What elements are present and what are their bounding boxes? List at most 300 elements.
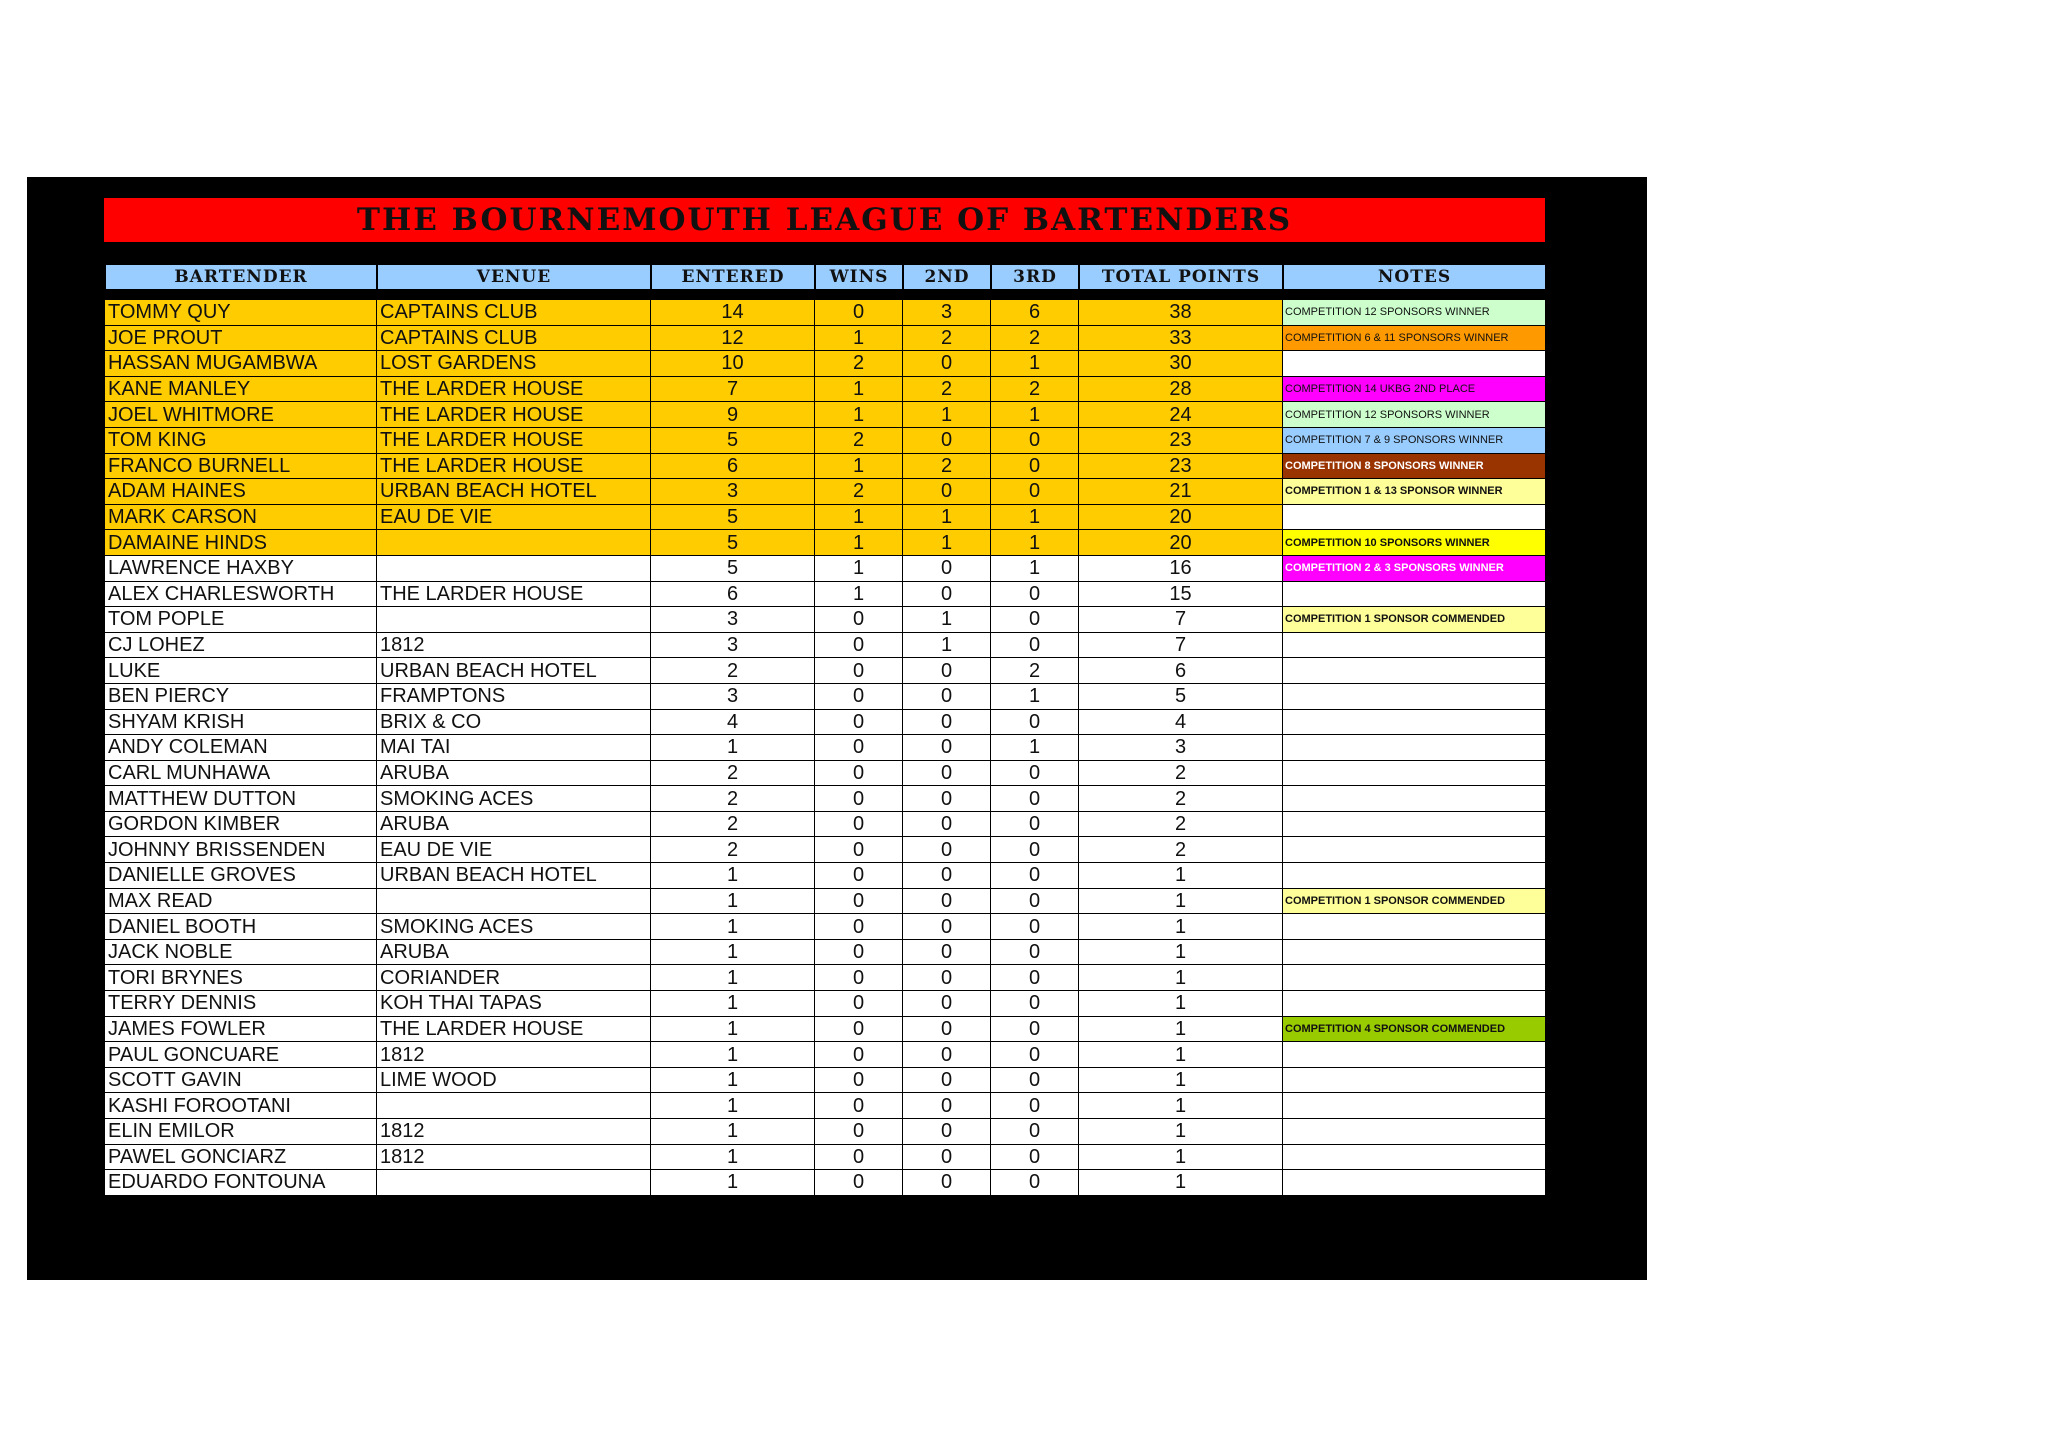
bartender-cell: PAUL GONCUARE [105, 1042, 377, 1068]
venue-cell [377, 1093, 651, 1119]
wins-cell: 0 [815, 735, 903, 761]
venue-cell: LOST GARDENS [377, 351, 651, 377]
wins-cell: 0 [815, 658, 903, 684]
table-row [105, 1067, 1546, 1093]
second-cell: 0 [903, 837, 991, 863]
bartender-cell: GORDON KIMBER [105, 811, 377, 837]
venue-cell: MAI TAI [377, 735, 651, 761]
wins-cell: 0 [815, 1144, 903, 1170]
wins-cell: 0 [815, 1067, 903, 1093]
entered-cell: 6 [651, 453, 815, 479]
bartender-cell: CARL MUNHAWA [105, 760, 377, 786]
third-cell: 0 [991, 965, 1079, 991]
wins-cell: 1 [815, 555, 903, 581]
table-row [105, 607, 1546, 633]
third-cell: 1 [991, 504, 1079, 530]
total-points-cell: 1 [1079, 1119, 1283, 1145]
col-header-entered[interactable]: ENTERED [651, 264, 815, 290]
total-points-cell: 16 [1079, 555, 1283, 581]
second-cell: 0 [903, 427, 991, 453]
entered-cell: 3 [651, 607, 815, 633]
notes-cell [1283, 1042, 1546, 1068]
third-cell: 0 [991, 1144, 1079, 1170]
wins-cell: 0 [815, 939, 903, 965]
wins-cell: 0 [815, 1016, 903, 1042]
venue-cell: EAU DE VIE [377, 504, 651, 530]
entered-cell: 5 [651, 530, 815, 556]
total-points-cell: 1 [1079, 1016, 1283, 1042]
second-cell: 0 [903, 1144, 991, 1170]
entered-cell: 1 [651, 1093, 815, 1119]
total-points-cell: 6 [1079, 658, 1283, 684]
table-row [105, 504, 1546, 530]
venue-cell [377, 1170, 651, 1196]
venue-cell: CAPTAINS CLUB [377, 325, 651, 351]
notes-cell [1283, 863, 1546, 889]
second-cell: 0 [903, 991, 991, 1017]
second-cell: 0 [903, 1119, 991, 1145]
table-row [105, 735, 1546, 761]
bartender-cell: MATTHEW DUTTON [105, 786, 377, 812]
entered-cell: 3 [651, 683, 815, 709]
venue-cell: 1812 [377, 632, 651, 658]
notes-cell [1283, 351, 1546, 377]
table-row [105, 1144, 1546, 1170]
wins-cell: 0 [815, 863, 903, 889]
bartender-cell: MAX READ [105, 888, 377, 914]
total-points-cell: 1 [1079, 914, 1283, 940]
third-cell: 2 [991, 658, 1079, 684]
total-points-cell: 33 [1079, 325, 1283, 351]
venue-cell [377, 530, 651, 556]
third-cell: 0 [991, 453, 1079, 479]
table-row [105, 709, 1546, 735]
bartender-cell: MARK CARSON [105, 504, 377, 530]
entered-cell: 1 [651, 888, 815, 914]
table-row [105, 1042, 1546, 1068]
wins-cell: 0 [815, 300, 903, 326]
table-row [105, 555, 1546, 581]
second-cell: 0 [903, 1042, 991, 1068]
wins-cell: 0 [815, 1170, 903, 1196]
wins-cell: 1 [815, 376, 903, 402]
notes-cell [1283, 991, 1546, 1017]
total-points-cell: 23 [1079, 453, 1283, 479]
notes-cell [1283, 658, 1546, 684]
entered-cell: 1 [651, 1067, 815, 1093]
bartender-cell: EDUARDO FONTOUNA [105, 1170, 377, 1196]
total-points-cell: 28 [1079, 376, 1283, 402]
venue-cell: THE LARDER HOUSE [377, 376, 651, 402]
third-cell: 0 [991, 760, 1079, 786]
bartender-cell: LAWRENCE HAXBY [105, 555, 377, 581]
second-cell: 0 [903, 581, 991, 607]
second-cell: 0 [903, 555, 991, 581]
total-points-cell: 5 [1079, 683, 1283, 709]
venue-cell: URBAN BEACH HOTEL [377, 658, 651, 684]
second-cell: 0 [903, 786, 991, 812]
wins-cell: 0 [815, 837, 903, 863]
bartender-cell: TERRY DENNIS [105, 991, 377, 1017]
venue-cell [377, 888, 651, 914]
second-cell: 2 [903, 325, 991, 351]
total-points-cell: 1 [1079, 1042, 1283, 1068]
wins-cell: 1 [815, 581, 903, 607]
total-points-cell: 1 [1079, 939, 1283, 965]
third-cell: 0 [991, 709, 1079, 735]
second-cell: 2 [903, 453, 991, 479]
table-row [105, 376, 1546, 402]
table-row [105, 300, 1546, 326]
venue-cell: THE LARDER HOUSE [377, 402, 651, 428]
third-cell: 0 [991, 1067, 1079, 1093]
total-points-cell: 30 [1079, 351, 1283, 377]
second-cell: 1 [903, 504, 991, 530]
venue-cell: EAU DE VIE [377, 837, 651, 863]
second-cell: 3 [903, 300, 991, 326]
total-points-cell: 1 [1079, 1170, 1283, 1196]
wins-cell: 0 [815, 760, 903, 786]
total-points-cell: 1 [1079, 888, 1283, 914]
total-points-cell: 20 [1079, 530, 1283, 556]
entered-cell: 5 [651, 427, 815, 453]
wins-cell: 0 [815, 683, 903, 709]
entered-cell: 1 [651, 914, 815, 940]
table-row [105, 351, 1546, 377]
entered-cell: 1 [651, 1170, 815, 1196]
table-header [104, 263, 1547, 291]
third-cell: 1 [991, 683, 1079, 709]
total-points-cell: 4 [1079, 709, 1283, 735]
table-row [105, 325, 1546, 351]
table-row [105, 965, 1546, 991]
bartender-cell: DANIELLE GROVES [105, 863, 377, 889]
col-header-bartender[interactable]: BARTENDER [105, 264, 377, 290]
wins-cell: 1 [815, 530, 903, 556]
third-cell: 0 [991, 1042, 1079, 1068]
second-cell: 0 [903, 1170, 991, 1196]
notes-cell [1283, 939, 1546, 965]
wins-cell: 0 [815, 607, 903, 633]
bartender-cell: TORI BRYNES [105, 965, 377, 991]
total-points-cell: 38 [1079, 300, 1283, 326]
third-cell: 0 [991, 607, 1079, 633]
col-header-total-points[interactable]: TOTAL POINTS [1079, 264, 1283, 290]
bartender-cell: SHYAM KRISH [105, 709, 377, 735]
second-cell: 0 [903, 760, 991, 786]
second-cell: 0 [903, 888, 991, 914]
entered-cell: 10 [651, 351, 815, 377]
col-header-2nd[interactable]: 2ND [903, 264, 991, 290]
table-row [105, 1119, 1546, 1145]
venue-cell: THE LARDER HOUSE [377, 581, 651, 607]
third-cell: 0 [991, 991, 1079, 1017]
total-points-cell: 7 [1079, 632, 1283, 658]
entered-cell: 1 [651, 1144, 815, 1170]
notes-cell [1283, 837, 1546, 863]
table-row [105, 427, 1546, 453]
total-points-cell: 1 [1079, 1093, 1283, 1119]
entered-cell: 4 [651, 709, 815, 735]
third-cell: 1 [991, 530, 1079, 556]
bartender-cell: ANDY COLEMAN [105, 735, 377, 761]
wins-cell: 0 [815, 1042, 903, 1068]
second-cell: 0 [903, 1016, 991, 1042]
wins-cell: 1 [815, 504, 903, 530]
bartender-cell: TOM KING [105, 427, 377, 453]
wins-cell: 0 [815, 888, 903, 914]
notes-cell [1283, 1119, 1546, 1145]
venue-cell: ARUBA [377, 939, 651, 965]
table-row [105, 991, 1546, 1017]
third-cell: 1 [991, 555, 1079, 581]
notes-cell [1283, 811, 1546, 837]
entered-cell: 9 [651, 402, 815, 428]
second-cell: 0 [903, 939, 991, 965]
venue-cell: THE LARDER HOUSE [377, 1016, 651, 1042]
table-row [105, 530, 1546, 556]
bartender-cell: JAMES FOWLER [105, 1016, 377, 1042]
table-row [105, 479, 1546, 505]
third-cell: 0 [991, 1119, 1079, 1145]
venue-cell: LIME WOOD [377, 1067, 651, 1093]
entered-cell: 1 [651, 965, 815, 991]
entered-cell: 6 [651, 581, 815, 607]
entered-cell: 3 [651, 632, 815, 658]
wins-cell: 1 [815, 325, 903, 351]
bartender-cell: TOMMY QUY [105, 300, 377, 326]
bartender-cell: TOM POPLE [105, 607, 377, 633]
notes-cell [1283, 1144, 1546, 1170]
col-header-3rd[interactable]: 3RD [991, 264, 1079, 290]
bartender-cell: FRANCO BURNELL [105, 453, 377, 479]
total-points-cell: 2 [1079, 786, 1283, 812]
table-row [105, 837, 1546, 863]
entered-cell: 2 [651, 837, 815, 863]
wins-cell: 2 [815, 479, 903, 505]
third-cell: 1 [991, 735, 1079, 761]
third-cell: 2 [991, 325, 1079, 351]
notes-cell [1283, 709, 1546, 735]
wins-cell: 0 [815, 965, 903, 991]
bartender-cell: ELIN EMILOR [105, 1119, 377, 1145]
wins-cell: 0 [815, 1119, 903, 1145]
notes-cell: COMPETITION 8 SPONSORS WINNER [1283, 453, 1546, 479]
notes-cell: COMPETITION 7 & 9 SPONSORS WINNER [1283, 427, 1546, 453]
second-cell: 0 [903, 735, 991, 761]
total-points-cell: 2 [1079, 811, 1283, 837]
venue-cell: THE LARDER HOUSE [377, 427, 651, 453]
total-points-cell: 2 [1079, 760, 1283, 786]
total-points-cell: 3 [1079, 735, 1283, 761]
table-row [105, 581, 1546, 607]
third-cell: 0 [991, 837, 1079, 863]
notes-cell: COMPETITION 12 SPONSORS WINNER [1283, 300, 1546, 326]
entered-cell: 14 [651, 300, 815, 326]
second-cell: 0 [903, 914, 991, 940]
entered-cell: 2 [651, 786, 815, 812]
bartender-cell: CJ LOHEZ [105, 632, 377, 658]
third-cell: 0 [991, 581, 1079, 607]
total-points-cell: 1 [1079, 1144, 1283, 1170]
wins-cell: 0 [815, 914, 903, 940]
wins-cell: 2 [815, 351, 903, 377]
notes-cell [1283, 786, 1546, 812]
col-header-wins[interactable]: WINS [815, 264, 903, 290]
wins-cell: 2 [815, 427, 903, 453]
table-row [105, 1016, 1546, 1042]
wins-cell: 0 [815, 811, 903, 837]
table-row [105, 888, 1546, 914]
third-cell: 0 [991, 427, 1079, 453]
third-cell: 0 [991, 632, 1079, 658]
third-cell: 0 [991, 479, 1079, 505]
bartender-cell: JOEL WHITMORE [105, 402, 377, 428]
third-cell: 0 [991, 811, 1079, 837]
second-cell: 0 [903, 811, 991, 837]
table-row [105, 632, 1546, 658]
venue-cell: ARUBA [377, 760, 651, 786]
entered-cell: 1 [651, 1119, 815, 1145]
col-header-venue[interactable]: VENUE [377, 264, 651, 290]
wins-cell: 0 [815, 991, 903, 1017]
entered-cell: 1 [651, 991, 815, 1017]
total-points-cell: 1 [1079, 1067, 1283, 1093]
notes-cell [1283, 965, 1546, 991]
third-cell: 0 [991, 1170, 1079, 1196]
table-row [105, 402, 1546, 428]
second-cell: 1 [903, 530, 991, 556]
venue-cell: SMOKING ACES [377, 786, 651, 812]
venue-cell: THE LARDER HOUSE [377, 453, 651, 479]
notes-cell: COMPETITION 14 UKBG 2ND PLACE [1283, 376, 1546, 402]
entered-cell: 1 [651, 1016, 815, 1042]
second-cell: 2 [903, 376, 991, 402]
total-points-cell: 1 [1079, 991, 1283, 1017]
notes-cell: COMPETITION 1 SPONSOR COMMENDED [1283, 888, 1546, 914]
third-cell: 0 [991, 1016, 1079, 1042]
total-points-cell: 1 [1079, 863, 1283, 889]
venue-cell: 1812 [377, 1144, 651, 1170]
notes-cell [1283, 760, 1546, 786]
league-table [104, 299, 1546, 1196]
third-cell: 1 [991, 402, 1079, 428]
wins-cell: 0 [815, 709, 903, 735]
entered-cell: 2 [651, 760, 815, 786]
second-cell: 1 [903, 632, 991, 658]
total-points-cell: 24 [1079, 402, 1283, 428]
third-cell: 2 [991, 376, 1079, 402]
table-row [105, 914, 1546, 940]
entered-cell: 1 [651, 863, 815, 889]
venue-cell: ARUBA [377, 811, 651, 837]
venue-cell: 1812 [377, 1042, 651, 1068]
venue-cell: URBAN BEACH HOTEL [377, 863, 651, 889]
venue-cell: FRAMPTONS [377, 683, 651, 709]
third-cell: 0 [991, 786, 1079, 812]
third-cell: 0 [991, 914, 1079, 940]
notes-cell: COMPETITION 2 & 3 SPONSORS WINNER [1283, 555, 1546, 581]
second-cell: 0 [903, 683, 991, 709]
bartender-cell: JOHNNY BRISSENDEN [105, 837, 377, 863]
third-cell: 0 [991, 863, 1079, 889]
wins-cell: 0 [815, 1093, 903, 1119]
bartender-cell: PAWEL GONCIARZ [105, 1144, 377, 1170]
notes-cell: COMPETITION 4 SPONSOR COMMENDED [1283, 1016, 1546, 1042]
second-cell: 1 [903, 402, 991, 428]
third-cell: 6 [991, 300, 1079, 326]
notes-cell: COMPETITION 1 SPONSOR COMMENDED [1283, 607, 1546, 633]
bartender-cell: BEN PIERCY [105, 683, 377, 709]
table-row [105, 453, 1546, 479]
venue-cell [377, 607, 651, 633]
total-points-cell: 2 [1079, 837, 1283, 863]
third-cell: 1 [991, 351, 1079, 377]
notes-cell [1283, 581, 1546, 607]
entered-cell: 2 [651, 811, 815, 837]
notes-cell [1283, 1067, 1546, 1093]
bartender-cell: JOE PROUT [105, 325, 377, 351]
entered-cell: 1 [651, 939, 815, 965]
bartender-cell: KANE MANLEY [105, 376, 377, 402]
notes-cell [1283, 683, 1546, 709]
entered-cell: 1 [651, 1042, 815, 1068]
bartender-cell: KASHI FOROOTANI [105, 1093, 377, 1119]
entered-cell: 7 [651, 376, 815, 402]
second-cell: 0 [903, 709, 991, 735]
venue-cell: SMOKING ACES [377, 914, 651, 940]
third-cell: 0 [991, 939, 1079, 965]
third-cell: 0 [991, 1093, 1079, 1119]
bartender-cell: JACK NOBLE [105, 939, 377, 965]
bartender-cell: DANIEL BOOTH [105, 914, 377, 940]
second-cell: 0 [903, 658, 991, 684]
entered-cell: 12 [651, 325, 815, 351]
second-cell: 0 [903, 1067, 991, 1093]
entered-cell: 2 [651, 658, 815, 684]
bartender-cell: DAMAINE HINDS [105, 530, 377, 556]
bartender-cell: ALEX CHARLESWORTH [105, 581, 377, 607]
notes-cell [1283, 504, 1546, 530]
second-cell: 0 [903, 1093, 991, 1119]
notes-cell [1283, 735, 1546, 761]
table-row [105, 1093, 1546, 1119]
wins-cell: 1 [815, 402, 903, 428]
league-title: THE BOURNEMOUTH LEAGUE OF BARTENDERS [104, 198, 1545, 242]
second-cell: 0 [903, 863, 991, 889]
notes-cell [1283, 632, 1546, 658]
venue-cell: BRIX & CO [377, 709, 651, 735]
total-points-cell: 7 [1079, 607, 1283, 633]
second-cell: 0 [903, 479, 991, 505]
notes-cell [1283, 1170, 1546, 1196]
entered-cell: 5 [651, 504, 815, 530]
second-cell: 1 [903, 607, 991, 633]
total-points-cell: 20 [1079, 504, 1283, 530]
second-cell: 0 [903, 965, 991, 991]
venue-cell: CAPTAINS CLUB [377, 300, 651, 326]
bartender-cell: SCOTT GAVIN [105, 1067, 377, 1093]
table-row [105, 760, 1546, 786]
venue-cell: 1812 [377, 1119, 651, 1145]
bartender-cell: LUKE [105, 658, 377, 684]
notes-cell [1283, 1093, 1546, 1119]
col-header-notes[interactable]: NOTES [1283, 264, 1546, 290]
bartender-cell: ADAM HAINES [105, 479, 377, 505]
wins-cell: 0 [815, 632, 903, 658]
venue-cell [377, 555, 651, 581]
venue-cell: URBAN BEACH HOTEL [377, 479, 651, 505]
